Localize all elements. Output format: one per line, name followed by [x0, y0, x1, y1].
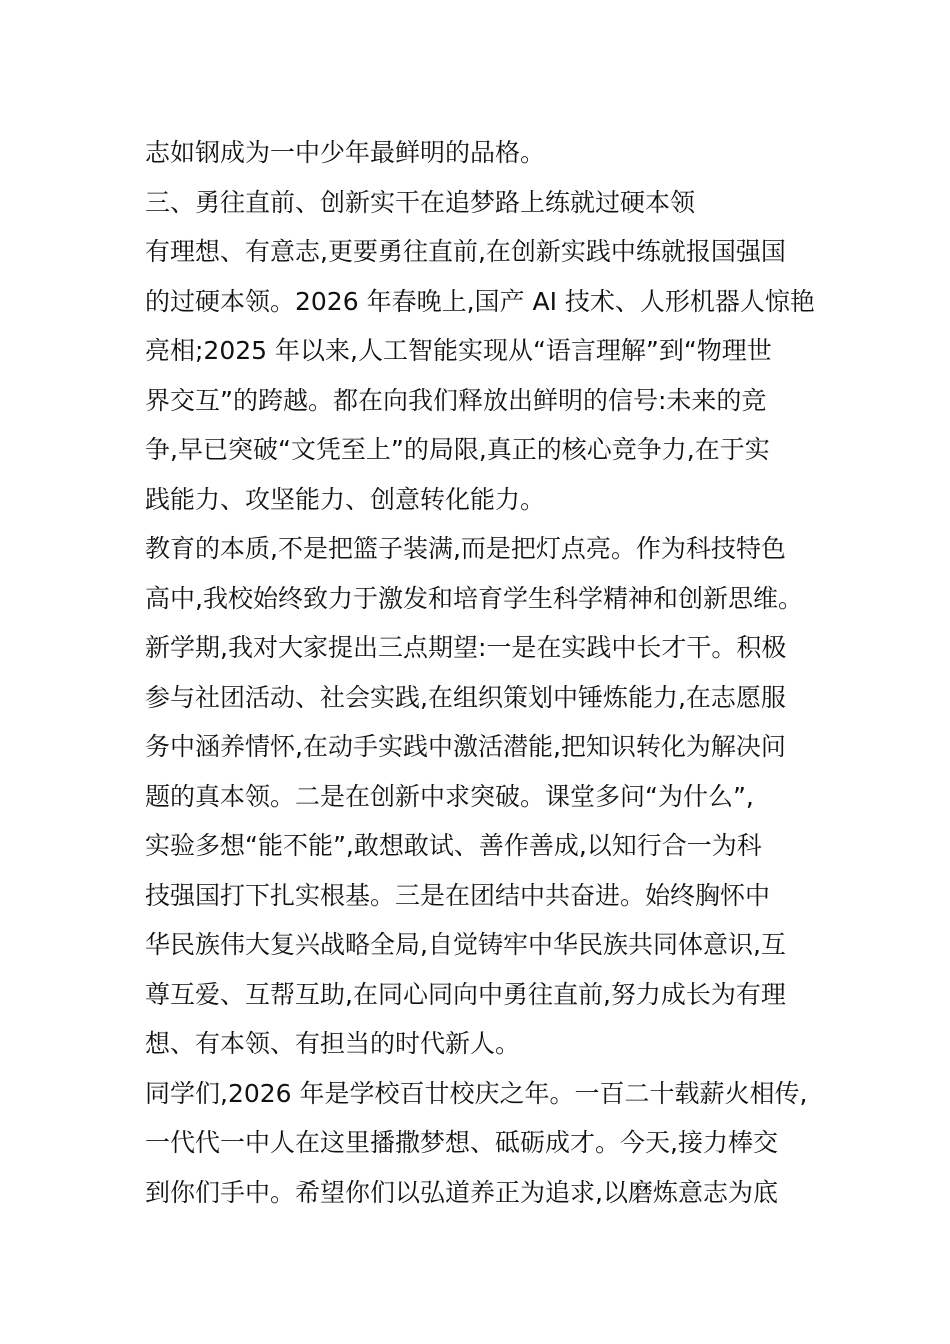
text-line: 践能力、攻坚能力、创意转化能力。	[145, 484, 546, 514]
text-line: 华民族伟大复兴战略全局,自觉铸牢中华民族共同体意识,互	[145, 930, 786, 959]
text-line: 同学们,2026 年是学校百廿校庆之年。一百二十载薪火相传,	[145, 1078, 808, 1108]
text-line: 务中涵养情怀,在动手实践中激活潜能,把知识转化为解决问	[145, 732, 786, 761]
text-line: 志如钢成为一中少年最鲜明的品格。	[145, 138, 546, 167]
text-line: 界交互”的跨越。都在向我们释放出鲜明的信号:未来的竞	[145, 385, 767, 415]
text-line: 实验多想“能不能”,敢想敢试、善作善成,以知行合一为科	[145, 831, 762, 860]
body-text	[145, 128, 825, 1217]
text-line: 亮相;2025 年以来,人工智能实现从“语言理解”到“物理世	[145, 336, 772, 365]
text-line: 教育的本质,不是把篮子装满,而是把灯点亮。作为科技特色	[145, 534, 786, 563]
text-line: 题的真本领。二是在创新中求突破。课堂多问“为什么”,	[145, 781, 754, 811]
text-line: 新学期,我对大家提出三点期望:一是在实践中长才干。积极	[145, 633, 787, 662]
section-heading: 三、勇往直前、创新实干在追梦路上练就过硬本领	[145, 187, 696, 217]
text-line: 有理想、有意志,更要勇往直前,在创新实践中练就报国强国	[145, 237, 786, 266]
text-line: 一代代一中人在这里播撒梦想、砥砺成才。今天,接力棒交	[145, 1128, 778, 1157]
text-line: 到你们手中。希望你们以弘道养正为追求,以磨炼意志为底	[145, 1177, 778, 1207]
text-line: 高中,我校始终致力于激发和培育学生科学精神和创新思维。	[145, 583, 803, 613]
text-line: 参与社团活动、社会实践,在组织策划中锤炼能力,在志愿服	[145, 682, 786, 712]
text-line: 的过硬本领。2026 年春晚上,国产 AI 技术、人形机器人惊艳	[145, 286, 815, 316]
text-line: 想、有本领、有担当的时代新人。	[145, 1029, 521, 1058]
text-line: 争,早已突破“文凭至上”的局限,真正的核心竞争力,在于实	[145, 435, 770, 464]
text-line: 尊互爱、互帮互助,在同心同向中勇往直前,努力成长为有理	[145, 979, 786, 1009]
text-line: 技强国打下扎实根基。三是在团结中共奋进。始终胸怀中	[145, 880, 771, 910]
